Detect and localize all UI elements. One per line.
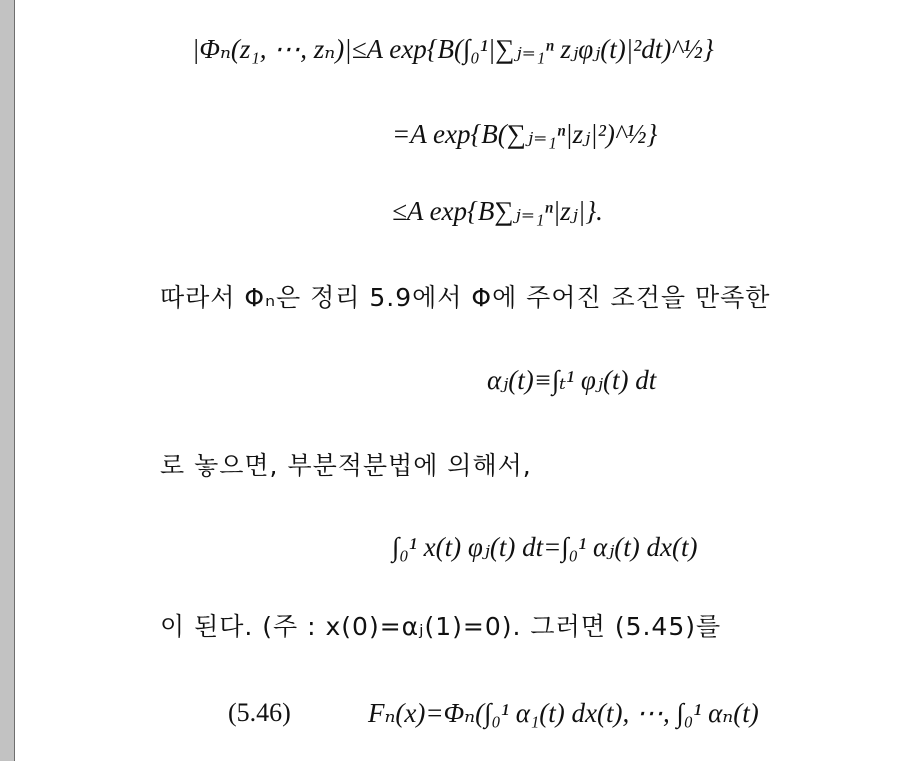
integration-by-parts-equation: ∫₀¹ x(t) φⱼ(t) dt=∫₀¹ αⱼ(t) dx(t) <box>392 532 698 562</box>
body-text-integration-by-parts: 로 놓으면, 부분적분법에 의해서, <box>160 451 532 480</box>
equation-5-46: Fₙ(x)=Φₙ(∫₀¹ α₁(t) dx(t), ⋯, ∫₀¹ αₙ(t) <box>368 698 759 728</box>
inequality-line-3: ≤A exp{B∑ⱼ₌₁ⁿ|zⱼ|}. <box>392 196 603 226</box>
alpha-definition-equation: αⱼ(t)≡∫ₜ¹ φⱼ(t) dt <box>487 365 657 395</box>
inequality-line-1: |Φₙ(z₁, ⋯, zₙ)|≤A exp{B(∫₀¹|∑ⱼ₌₁ⁿ zⱼφⱼ(t)|²dt)^½} <box>192 34 714 64</box>
body-text-therefore: 따라서 Φₙ은 정리 5.9에서 Φ에 주어진 조건을 만족한 <box>160 283 771 312</box>
equality-line-2: =A exp{B(∑ⱼ₌₁ⁿ|zⱼ|²)^½} <box>392 119 658 149</box>
body-text-note: 이 된다. (주 : x(0)=αⱼ(1)=0). 그러면 (5.45)를 <box>160 612 722 641</box>
left-margin-gutter <box>0 0 15 761</box>
equation-number: (5.46) <box>228 698 291 727</box>
